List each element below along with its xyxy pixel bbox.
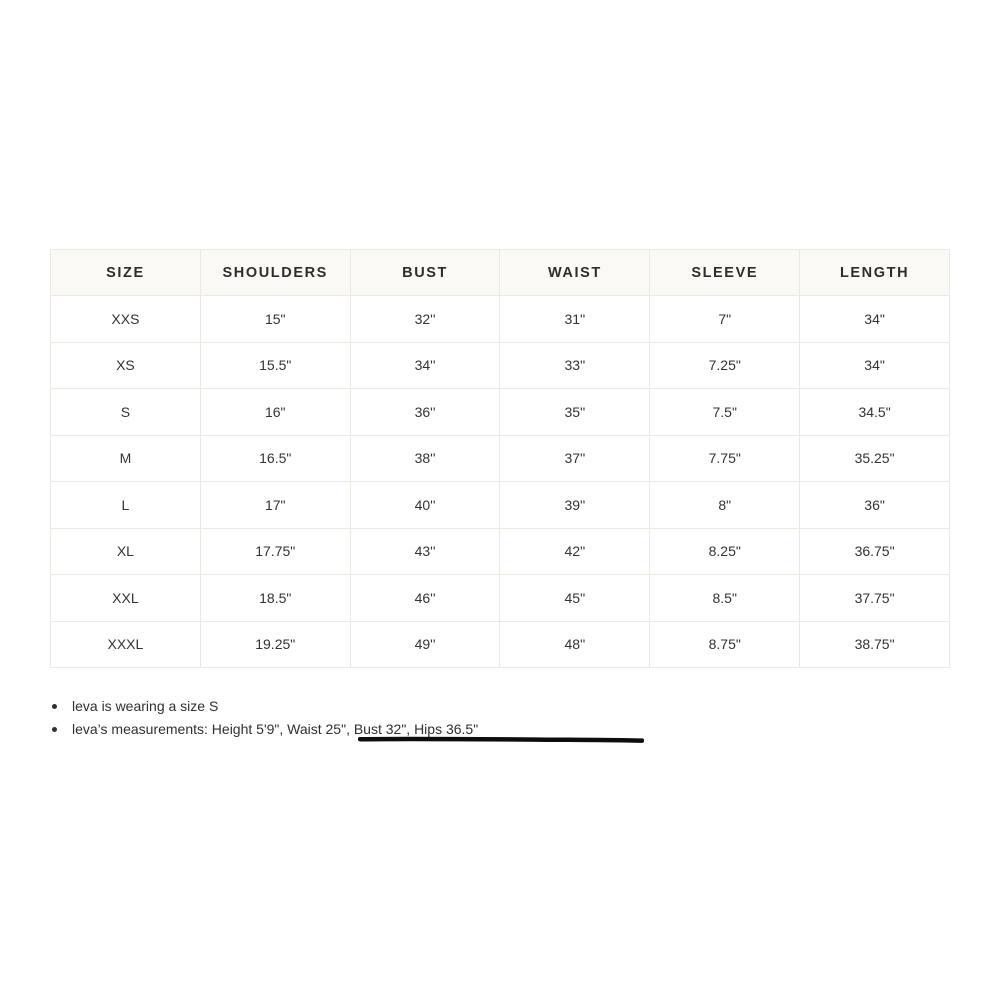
cell-size: XXS <box>51 296 201 343</box>
cell-size: L <box>51 482 201 529</box>
cell-sleeve: 7.25" <box>650 342 800 389</box>
size-table-body <box>51 296 950 668</box>
cell-sleeve: 7" <box>650 296 800 343</box>
list-item <box>52 696 478 719</box>
cell-bust: 38'' <box>350 435 500 482</box>
cell-sleeve: 8.75" <box>650 621 800 668</box>
cell-length: 38.75" <box>800 621 950 668</box>
cell-bust: 46'' <box>350 575 500 622</box>
cell-bust: 34'' <box>350 342 500 389</box>
bullet-icon <box>52 704 57 709</box>
header-size: SIZE <box>51 250 201 296</box>
list-item <box>52 719 478 742</box>
cell-size: S <box>51 389 201 436</box>
cell-size: XS <box>51 342 201 389</box>
cell-shoulders: 16" <box>200 389 350 436</box>
cell-waist: 42'' <box>500 528 650 575</box>
size-table-header <box>51 250 950 296</box>
cell-bust: 40'' <box>350 482 500 529</box>
cell-sleeve: 8" <box>650 482 800 529</box>
table-row <box>51 575 950 622</box>
cell-bust: 36'' <box>350 389 500 436</box>
cell-waist: 48'' <box>500 621 650 668</box>
cell-shoulders: 17" <box>200 482 350 529</box>
size-table <box>50 249 950 668</box>
header-bust: BUST <box>350 250 500 296</box>
header-waist: WAIST <box>500 250 650 296</box>
cell-length: 35.25" <box>800 435 950 482</box>
cell-bust: 32'' <box>350 296 500 343</box>
cell-length: 34.5" <box>800 389 950 436</box>
size-chart <box>50 249 950 668</box>
cell-shoulders: 15" <box>200 296 350 343</box>
cell-length: 37.75" <box>800 575 950 622</box>
cell-length: 36.75" <box>800 528 950 575</box>
cell-waist: 31'' <box>500 296 650 343</box>
header-sleeve: SLEEVE <box>650 250 800 296</box>
cell-shoulders: 17.75" <box>200 528 350 575</box>
note-size-worn: leva is wearing a size S <box>72 698 219 714</box>
cell-shoulders: 18.5" <box>200 575 350 622</box>
model-notes <box>52 696 478 742</box>
header-row <box>51 250 950 296</box>
table-row <box>51 621 950 668</box>
cell-waist: 35'' <box>500 389 650 436</box>
cell-length: 36" <box>800 482 950 529</box>
cell-shoulders: 15.5" <box>200 342 350 389</box>
table-row <box>51 389 950 436</box>
table-row <box>51 296 950 343</box>
cell-waist: 39'' <box>500 482 650 529</box>
table-row <box>51 482 950 529</box>
table-row <box>51 435 950 482</box>
cell-size: XXXL <box>51 621 201 668</box>
cell-length: 34" <box>800 342 950 389</box>
note-measurements: leva’s measurements: Height 5'9", Waist 25", Bust 32", Hips 36.5" <box>72 721 479 737</box>
cell-size: XL <box>51 528 201 575</box>
header-shoulders: SHOULDERS <box>200 250 350 296</box>
cell-waist: 33'' <box>500 342 650 389</box>
cell-length: 34" <box>800 296 950 343</box>
cell-size: M <box>51 435 201 482</box>
cell-waist: 45'' <box>500 575 650 622</box>
cell-sleeve: 7.75" <box>650 435 800 482</box>
table-row <box>51 342 950 389</box>
bullet-icon <box>52 727 57 732</box>
cell-sleeve: 8.25" <box>650 528 800 575</box>
cell-shoulders: 16.5" <box>200 435 350 482</box>
cell-bust: 49'' <box>350 621 500 668</box>
cell-bust: 43'' <box>350 528 500 575</box>
cell-sleeve: 8.5" <box>650 575 800 622</box>
table-row <box>51 528 950 575</box>
cell-sleeve: 7.5" <box>650 389 800 436</box>
header-length: LENGTH <box>800 250 950 296</box>
cell-waist: 37'' <box>500 435 650 482</box>
cell-size: XXL <box>51 575 201 622</box>
cell-shoulders: 19.25" <box>200 621 350 668</box>
